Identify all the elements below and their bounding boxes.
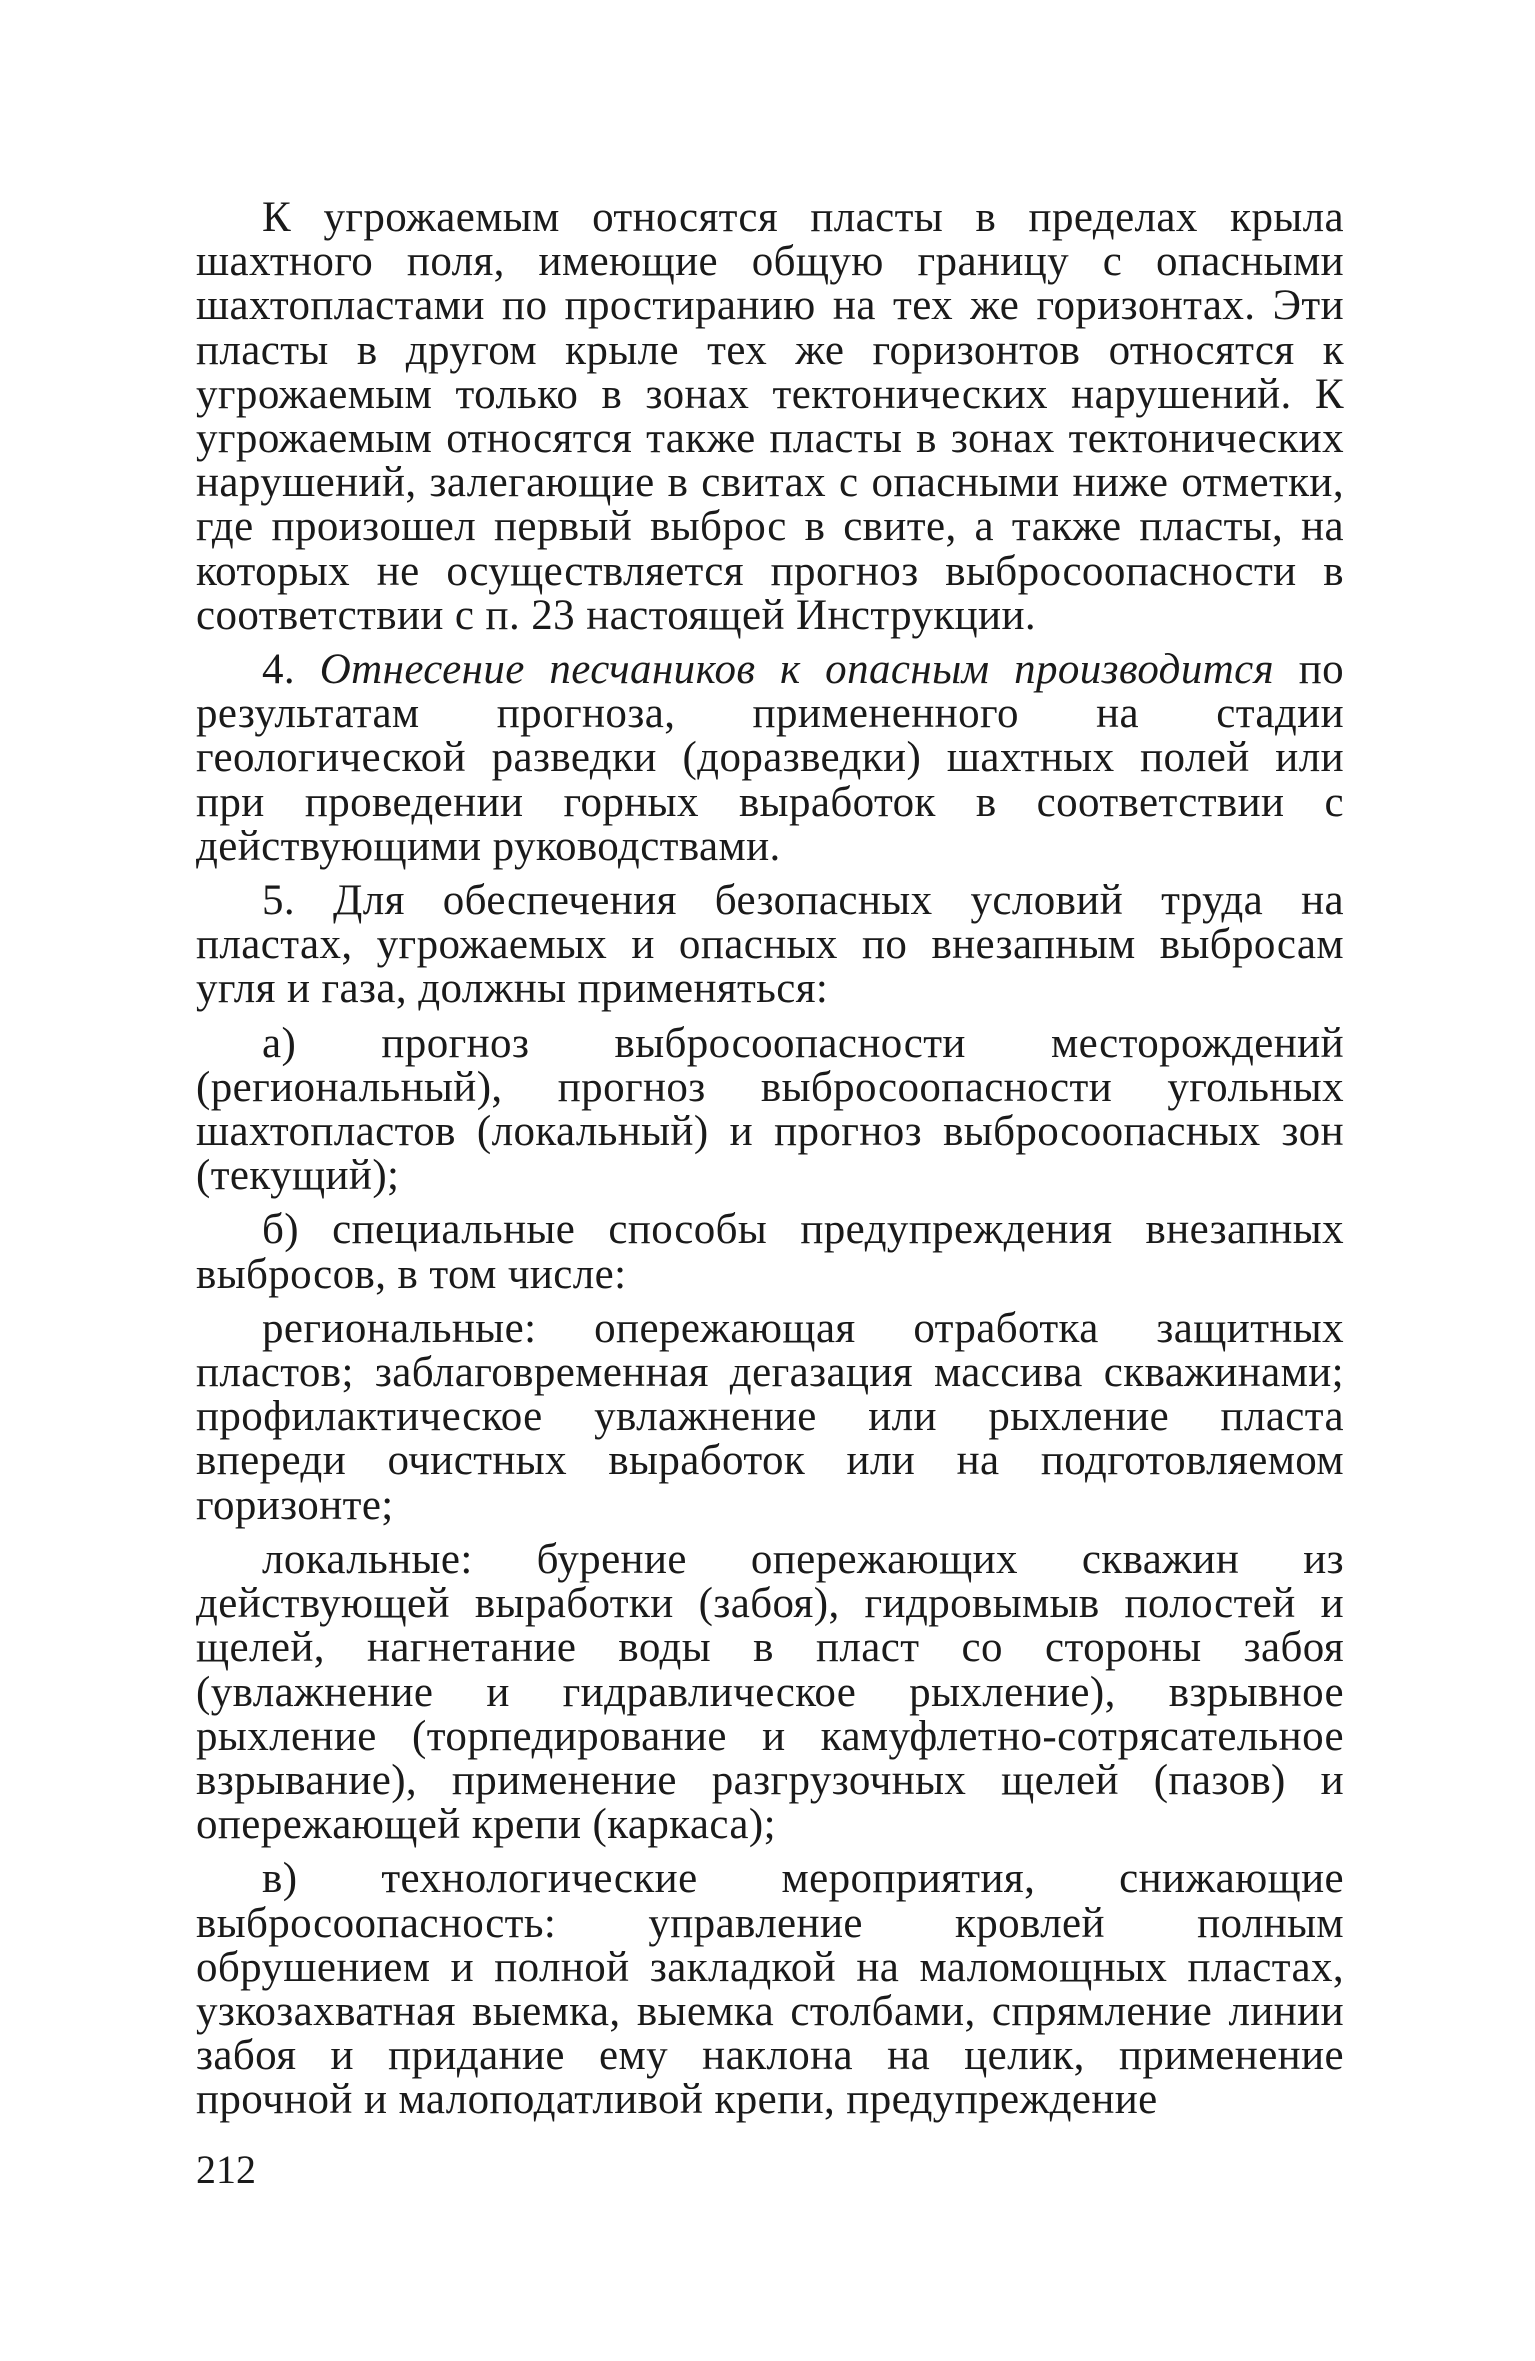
item-4-number: 4. <box>262 646 296 694</box>
paragraph-item-4 <box>196 648 1344 869</box>
paragraph-regional-methods: региональные: опережающая отработка защитных пластов; заблаговременная дегазация массива скважинами; профилактическое увлажнение или рыхление пласта впереди очистных выработок или на подготовляемом горизонте; <box>196 1304 1344 1529</box>
paragraph-item-a: а) прогноз выбросоопасности месторождений (региональный), прогноз выбросоопасности угольных шахтопластов (локальный) и прогноз выбросоопасных зон (текущий); <box>196 1019 1344 1200</box>
paragraph-item-5: 5. Для обеспечения безопасных условий труда на пластах, угрожаемых и опасных по внезапным выбросам угля и газа, должны применяться: <box>196 877 1344 1013</box>
paragraph-item-b: б) специальные способы предупреждения внезапных выбросов, в том числе: <box>196 1206 1344 1298</box>
paragraph-local-methods: локальные: бурение опережающих скважин из действующей выработки (забоя), гидровымыв полостей и щелей, нагнетание воды в пласт со стороны забоя (увлажнение и гидравлическое рыхление), взрывное рыхление (торпедирование и камуфлетно-сотрясательное взрывание), применение разгрузочных щелей (пазов) и опережающей крепи (каркаса); <box>196 1535 1344 1849</box>
body-text <box>196 196 1344 2123</box>
item-4-italic-lead: Отнесение песчаников к опасным производится <box>319 646 1275 694</box>
paragraph-threatened-seams: К угрожаемым относятся пласты в пределах крыла шахтного поля, имеющие общую границу с опасными шахтопластами по простиранию на тех же горизонтах. Эти пласты в другом крыле тех же горизонтов относятся к угрожаемым только в зонах тектонических нарушений. К угрожаемым относятся также пласты в зонах тектонических нарушений, залегающие в свитах с опасными ниже отметки, где произошел первый выброс в свите, а также пласты, на которых не осуществляется прогноз выбросоопасности в соответствии с п. 23 настоящей Инструкции. <box>196 194 1344 639</box>
page-number: 212 <box>196 2147 256 2192</box>
paragraph-item-v: в) технологические мероприятия, снижающие выбросоопасность: управление кровлей полным обрушением и полной закладкой на маломощных пластах, узкозахватная выемка, выемка столбами, спрямление линии забоя и придание ему наклона на целик, применение прочной и малоподатливой крепи, предупреждение <box>196 1855 1344 2124</box>
item-4-text: по результатам прогноза, примененного на стадии геологической разведки (доразведки) шахтных полей или при проведении горных выработок в соответствии с действующими руководствами. <box>196 646 1344 870</box>
